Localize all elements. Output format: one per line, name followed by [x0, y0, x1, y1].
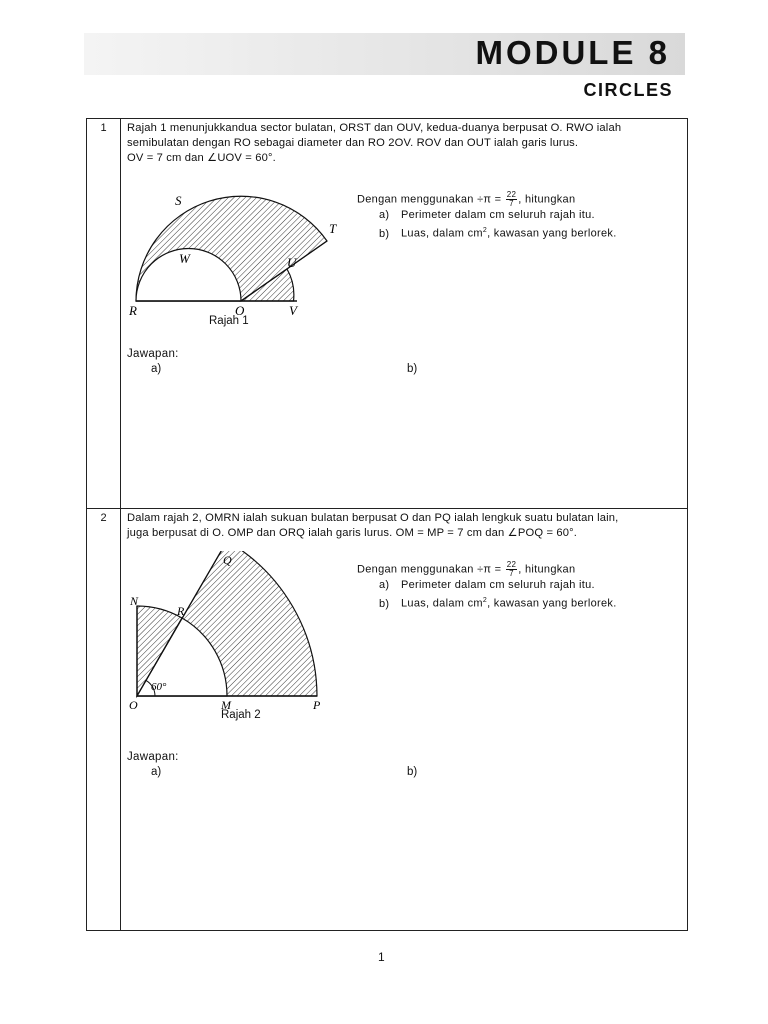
answer-a-1[interactable]: a) — [151, 363, 162, 375]
part-a-text: Perimeter dalam cm seluruh rajah itu. — [401, 209, 595, 221]
figure-label-u: U — [287, 255, 297, 270]
instruction-end: , hitungkan — [518, 563, 576, 576]
pi-denominator: 7 — [509, 569, 514, 578]
instruction-text: Dengan menggunakan — [357, 563, 474, 576]
answer-b-2[interactable]: b) — [407, 766, 418, 778]
pi-denominator: 7 — [509, 199, 514, 208]
instruction-line — [357, 561, 697, 578]
instruction-end: , hitungkan — [518, 193, 576, 206]
question-text-2 — [127, 511, 687, 541]
answer-heading-2: Jawapan: — [127, 751, 179, 763]
question-row-1 — [87, 119, 688, 509]
part-a-label: a) — [379, 209, 390, 221]
instruction-text: Dengan menggunakan — [357, 193, 474, 206]
part-b-text-end: , kawasan yang berlorek. — [487, 227, 617, 240]
instruction-block-1 — [357, 191, 697, 242]
question-line: Rajah 1 menunjukkandua sector bulatan, ORST dan OUV, kedua-duanya berpusat O. RWO ialah — [127, 122, 622, 134]
figure-label-r: R — [129, 303, 137, 316]
part-a — [357, 578, 697, 593]
pi-fraction — [506, 561, 518, 578]
figure-label-w: W — [179, 251, 190, 266]
pi-symbol: ÷π = — [477, 193, 502, 206]
part-b-text-end: , kawasan yang berlorek. — [487, 597, 617, 610]
pi-fraction — [506, 191, 518, 208]
question-line: semibulatan dengan RO sebagai diameter dan RO 2OV. ROV dan OUT ialah garis lurus. — [127, 137, 579, 149]
figure-label-o: O — [129, 698, 138, 712]
questions-table — [86, 118, 688, 931]
part-b-label: b) — [379, 597, 390, 610]
question-row-2 — [87, 509, 688, 931]
part-b-sup: 2 — [482, 227, 488, 234]
pi-symbol: ÷π = — [477, 563, 502, 576]
page-number: 1 — [378, 950, 385, 964]
module-title: MODULE 8 — [475, 34, 670, 71]
part-a-text: Perimeter dalam cm seluruh rajah itu. — [401, 579, 595, 591]
figure-label-p: P — [313, 698, 321, 712]
figure-label-v: V — [289, 303, 297, 316]
question-line: Dalam rajah 2, OMRN ialah sukuan bulatan berpusat O dan PQ ialah lengkuk suatu bulatan lain, — [127, 512, 619, 524]
figure-label-angle: 60° — [151, 681, 167, 693]
figure-label-q: Q — [223, 553, 232, 567]
part-b — [357, 223, 697, 242]
figure-label-t: T — [329, 221, 337, 236]
part-b-sup: 2 — [482, 597, 488, 604]
question-line: OV = 7 cm dan ∠UOV = 60°. — [127, 152, 276, 164]
part-a-label: a) — [379, 579, 390, 591]
figure-caption-2: Rajah 2 — [221, 709, 261, 721]
figure-label-r: R — [177, 604, 185, 618]
figure-label-s: S — [175, 193, 182, 208]
answer-a-2[interactable]: a) — [151, 766, 162, 778]
part-b-text: Luas, dalam cm — [401, 597, 483, 610]
question-number: 2 — [87, 509, 121, 931]
figure-label-o: O — [235, 303, 245, 316]
answer-heading-1: Jawapan: — [127, 348, 179, 360]
pi-numerator: 22 — [506, 560, 517, 569]
figure-rajah-1 — [127, 191, 352, 316]
part-b-label: b) — [379, 227, 390, 240]
pi-numerator: 22 — [506, 190, 517, 199]
instruction-block-2 — [357, 561, 697, 612]
module-subtitle: CIRCLES — [583, 80, 673, 100]
figure-caption-1: Rajah 1 — [209, 315, 249, 327]
question-number: 1 — [87, 119, 121, 509]
question-text-1 — [127, 121, 687, 166]
instruction-line — [357, 191, 697, 208]
answer-b-1[interactable]: b) — [407, 363, 418, 375]
part-a — [357, 208, 697, 223]
figure-label-n: N — [130, 594, 139, 608]
question-line: juga berpusat di O. OMP dan ORQ ialah garis lurus. OM = MP = 7 cm dan ∠POQ = 60°. — [127, 527, 578, 539]
part-b-text: Luas, dalam cm — [401, 227, 483, 240]
part-b — [357, 593, 697, 612]
figure-rajah-2 — [127, 551, 337, 716]
question-body-2 — [121, 509, 688, 931]
figure-label-m: M — [221, 698, 231, 712]
question-body-1 — [121, 119, 688, 509]
